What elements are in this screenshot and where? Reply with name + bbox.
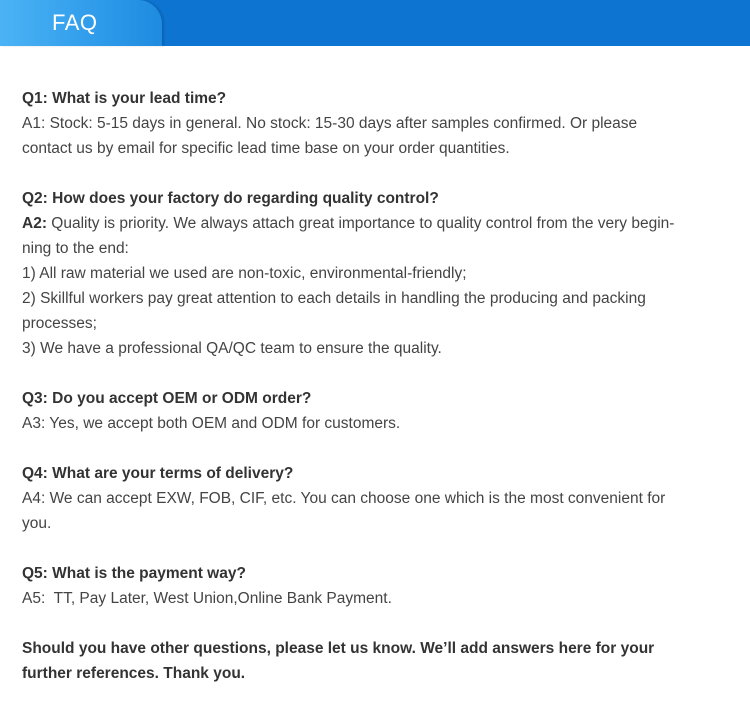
faq-question-2: Q2: How does your factory do regarding quality control? (22, 190, 439, 207)
faq-answer-5-prefix: A5: (22, 590, 46, 607)
faq-closing-line-1: Should you have other questions, please let us know. We’ll add answers here for your (22, 640, 655, 657)
faq-header-bar (0, 0, 750, 46)
faq-answer-4-line-2: you. (22, 515, 52, 532)
faq-answer-4 (22, 486, 712, 536)
faq-answer-5-line-1: TT, Pay Later, West Union,Online Bank Payment. (49, 590, 392, 607)
faq-question-5: Q5: What is the payment way? (22, 565, 246, 582)
faq-answer-3 (22, 411, 712, 436)
faq-title: FAQ (52, 10, 98, 35)
faq-question-3: Q3: Do you accept OEM or ODM order? (22, 390, 312, 407)
faq-item-5 (22, 561, 712, 611)
faq-answer-2-prefix: A2: (22, 215, 47, 232)
faq-answer-1 (22, 111, 712, 161)
faq-closing-note (22, 636, 712, 686)
faq-content (22, 86, 712, 686)
faq-item-4 (22, 461, 712, 536)
faq-closing-line-2: further references. Thank you. (22, 665, 246, 682)
faq-header-tab (0, 0, 162, 46)
faq-answer-2-line-4: 2) Skillful workers pay great attention to each details in handling the producing and packing (22, 290, 646, 307)
faq-item-3 (22, 386, 712, 436)
faq-question-1: Q1: What is your lead time? (22, 90, 227, 107)
faq-answer-5 (22, 586, 712, 611)
faq-answer-2-line-6: 3) We have a professional QA/QC team to ensure the quality. (22, 340, 442, 357)
faq-answer-2-line-5: processes; (22, 315, 97, 332)
faq-answer-2-line-3: 1) All raw material we used are non-toxic, environmental-friendly; (22, 265, 467, 282)
faq-item-1 (22, 86, 712, 161)
faq-answer-1-prefix: A1: (22, 115, 46, 132)
faq-answer-3-prefix: A3: (22, 415, 46, 432)
faq-answer-2-line-1: Quality is priority. We always attach great importance to quality control from the very begin- (51, 215, 675, 232)
faq-answer-4-line-1: We can accept EXW, FOB, CIF, etc. You can choose one which is the most convenient for (49, 490, 666, 507)
faq-question-4: Q4: What are your terms of delivery? (22, 465, 294, 482)
faq-answer-2-line-2: ning to the end: (22, 240, 129, 257)
faq-answer-3-line-1: Yes, we accept both OEM and ODM for customers. (49, 415, 401, 432)
faq-answer-2 (22, 211, 712, 361)
faq-item-2 (22, 186, 712, 361)
faq-answer-1-line-2: contact us by email for specific lead time base on your order quantities. (22, 140, 510, 157)
faq-answer-1-line-1: Stock: 5-15 days in general. No stock: 15-30 days after samples confirmed. Or please (49, 115, 638, 132)
faq-answer-4-prefix: A4: (22, 490, 46, 507)
